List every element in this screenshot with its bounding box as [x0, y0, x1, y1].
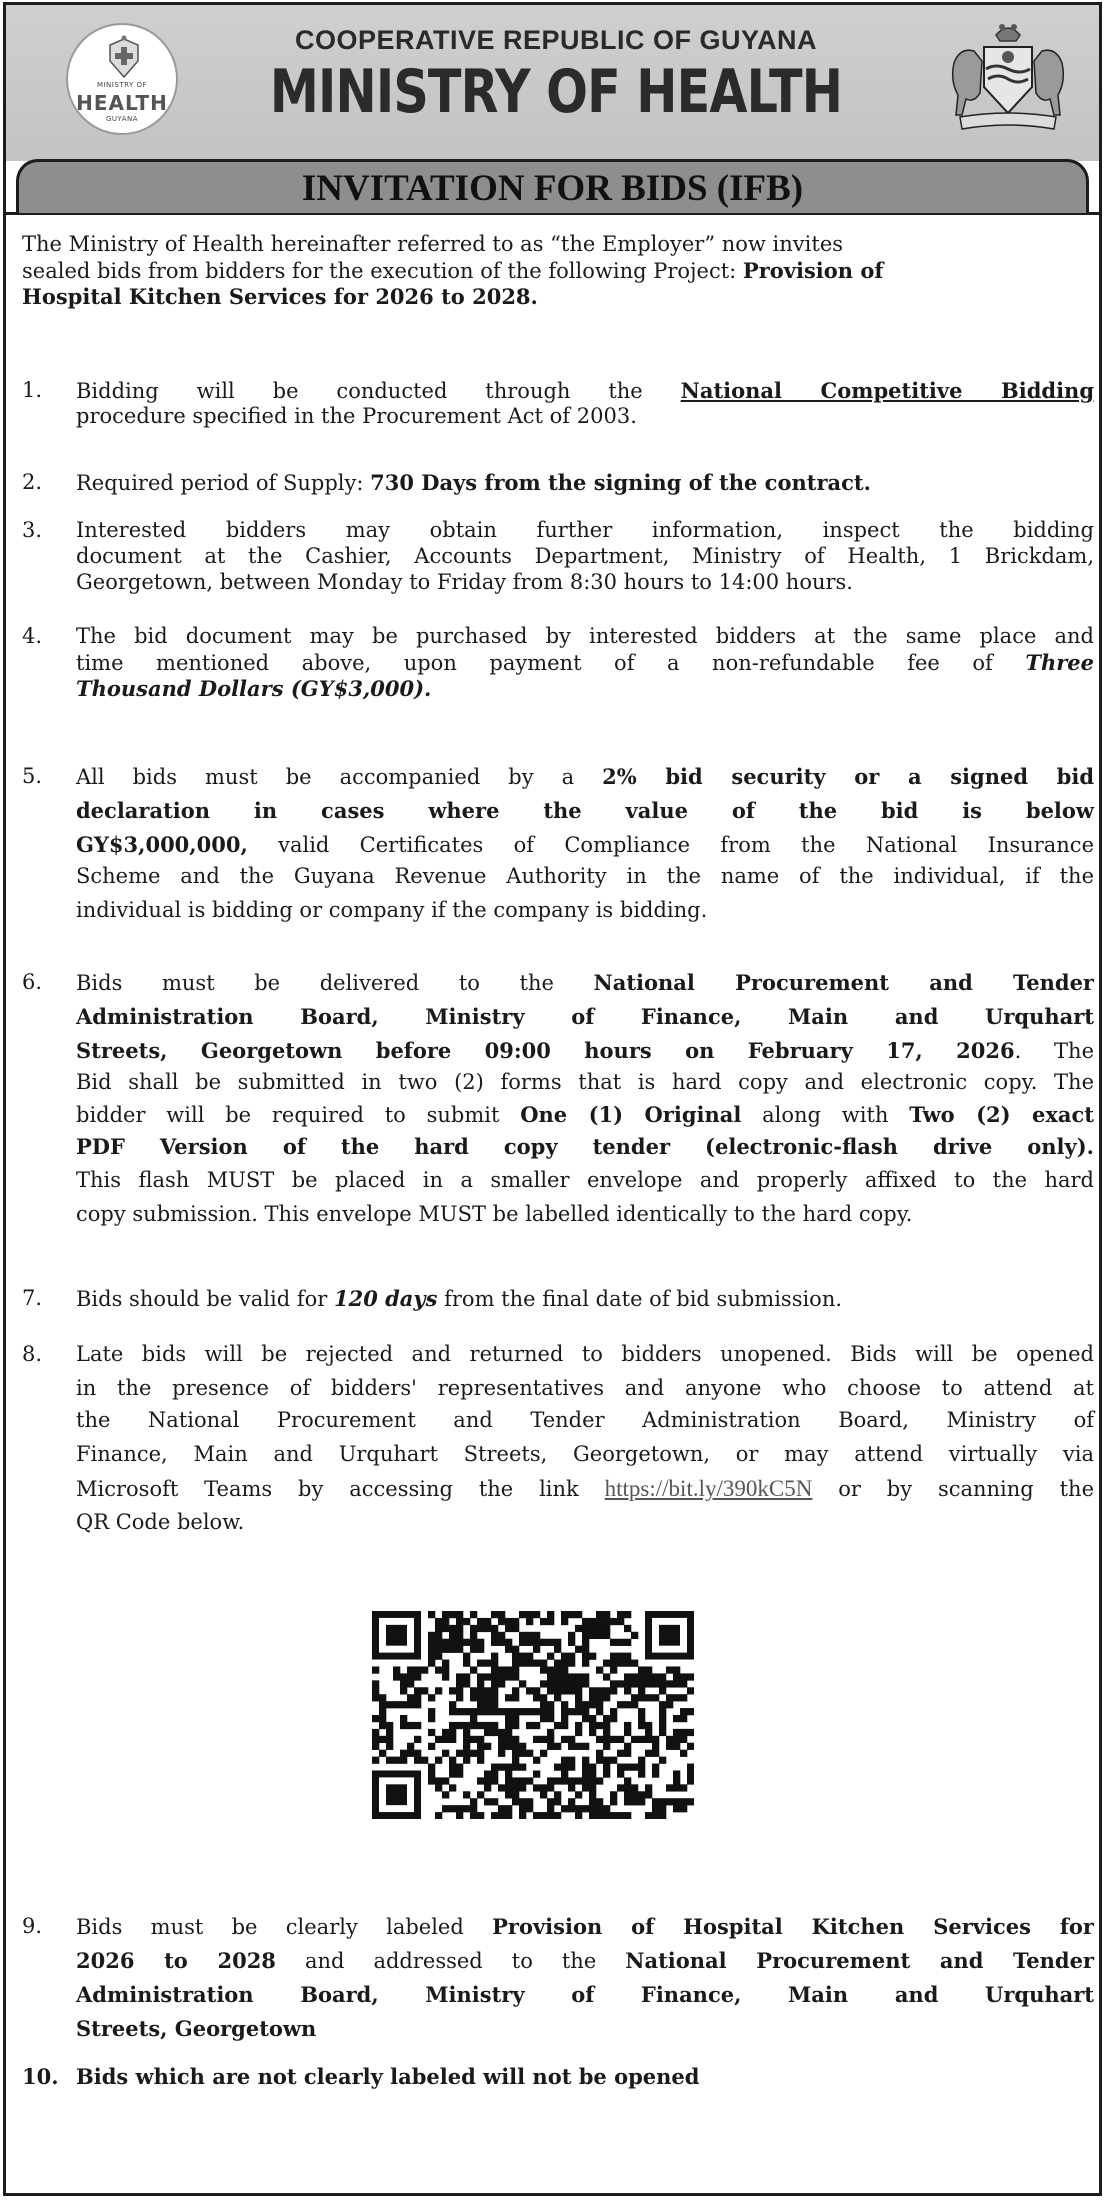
item-number: 7.: [22, 1286, 43, 1310]
item-number: 6.: [22, 970, 43, 994]
item-line: procedure specified in the Procurement Act of 2003.: [76, 404, 637, 428]
item-line: Bid shall be submitted in two (2) forms that is hard copy and electronic copy. The: [76, 1070, 1094, 1094]
item-number: 9.: [22, 1914, 43, 1938]
item-line: All bids must be accompanied by a 2% bid security or a signed bid: [76, 764, 1095, 789]
item-line: in the presence of bidders' representatives and anyone who choose to attend at: [76, 1376, 1094, 1400]
ministry-of-health-logo: [66, 23, 178, 135]
item-line: bidder will be required to submit One (1) Original along with Two (2) exact: [76, 1102, 1094, 1127]
logo-bottom-text: GUYANA: [105, 115, 139, 123]
item-number: 10.: [22, 2064, 59, 2089]
page-title: INVITATION FOR BIDS (IFB): [301, 168, 804, 209]
item-line: Bids must be clearly labeled Provision of Hospital Kitchen Services for: [76, 1914, 1094, 1939]
item-line: Required period of Supply: 730 Days from the signing of the contract.: [76, 470, 871, 495]
logo-top-text: MINISTRY OF: [96, 81, 148, 89]
item-line: declaration in cases where the value of the bid is below: [76, 798, 1094, 823]
item-number: 8.: [22, 1342, 43, 1366]
item-line: This flash MUST be placed in a smaller envelope and properly affixed to the hard: [76, 1168, 1094, 1192]
item-line: Interested bidders may obtain further information, inspect the bidding: [76, 518, 1094, 542]
coat-of-arms-icon: [946, 17, 1070, 141]
item-line: Bids which are not clearly labeled will not be opened: [76, 2064, 700, 2089]
item-line: Microsoft Teams by accessing the link https://bit.ly/390kC5N or by scanning the: [76, 1476, 1095, 1501]
intro-line-3: Hospital Kitchen Services for 2026 to 2028.: [22, 284, 538, 309]
item-line: Administration Board, Ministry of Finance, Main and Urquhart: [76, 1004, 1094, 1029]
item-line: The bid document may be purchased by interested bidders at the same place and: [76, 624, 1094, 648]
intro-line-1: The Ministry of Health hereinafter referred to as “the Employer” now invites: [22, 232, 844, 256]
item-line: Bids should be valid for 120 days from the final date of bid submission.: [76, 1286, 843, 1311]
ifb-notice: [3, 2, 1102, 2196]
item-line: copy submission. This envelope MUST be labelled identically to the hard copy.: [76, 1202, 913, 1226]
logo-health-word: HEALTH: [76, 91, 168, 115]
item-line: Bidding will be conducted through the National Competitive Bidding: [76, 378, 1095, 403]
title-tab: [16, 159, 1089, 213]
item-number: 4.: [22, 624, 43, 648]
item-line: individual is bidding or company if the company is bidding.: [76, 898, 708, 922]
item-number: 2.: [22, 470, 43, 494]
republic-heading: COOPERATIVE REPUBLIC OF GUYANA: [294, 25, 818, 55]
item-line: QR Code below.: [76, 1510, 245, 1534]
item-line: Streets, Georgetown before 09:00 hours on February 17, 2026. The: [76, 1038, 1094, 1063]
item-number: 5.: [22, 764, 43, 788]
item-line: document at the Cashier, Accounts Department, Ministry of Health, 1 Brickdam,: [76, 544, 1094, 568]
item-line: the National Procurement and Tender Administration Board, Ministry of: [76, 1408, 1094, 1432]
item-line: 2026 to 2028 and addressed to the National Procurement and Tender: [76, 1948, 1094, 1973]
item-line: Thousand Dollars (GY$3,000).: [76, 676, 432, 701]
item-line: PDF Version of the hard copy tender (electronic-flash drive only).: [76, 1134, 1094, 1159]
item-line: Streets, Georgetown: [76, 2016, 317, 2041]
item-line: time mentioned above, upon payment of a non-refundable fee of Three: [76, 650, 1094, 675]
intro-line-2: sealed bids from bidders for the execution of the following Project: Provision of: [22, 258, 884, 283]
item-line: GY$3,000,000, valid Certificates of Compliance from the National Insurance: [76, 832, 1094, 857]
item-line: Bids must be delivered to the National Procurement and Tender: [76, 970, 1094, 995]
header: [6, 5, 1099, 161]
title-bar: [6, 161, 1099, 215]
item-number: 3.: [22, 518, 43, 542]
item-line: Georgetown, between Monday to Friday from 8:30 hours to 14:00 hours.: [76, 570, 853, 594]
item-line: Scheme and the Guyana Revenue Authority in the name of the individual, if the: [76, 864, 1094, 888]
teams-link[interactable]: https://bit.ly/390kC5N: [604, 1476, 813, 1501]
item-line: Late bids will be rejected and returned to bidders unopened. Bids will be opened: [76, 1342, 1094, 1366]
item-line: Finance, Main and Urquhart Streets, Georgetown, or may attend virtually via: [76, 1442, 1094, 1466]
item-number: 1.: [22, 378, 43, 402]
crest-icon: [104, 35, 144, 79]
qr-code-icon[interactable]: [372, 1611, 694, 1819]
ministry-heading: MINISTRY OF HEALTH: [269, 57, 843, 127]
item-line: Administration Board, Ministry of Finance, Main and Urquhart: [76, 1982, 1094, 2007]
